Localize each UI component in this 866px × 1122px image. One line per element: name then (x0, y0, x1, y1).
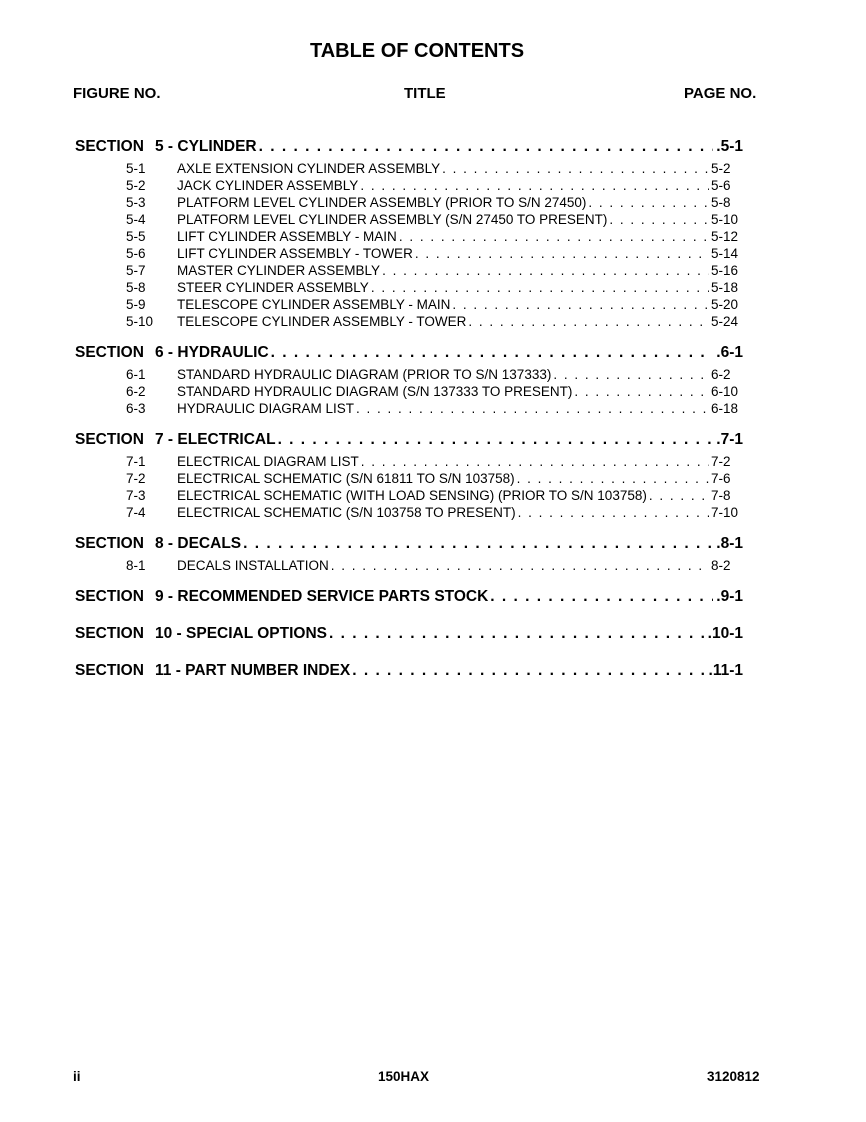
toc-item[interactable] (75, 383, 743, 400)
toc-item[interactable] (75, 296, 743, 313)
figure-number: 7-1 (126, 454, 146, 469)
item-page: 5-20 (711, 297, 739, 312)
item-title: JACK CYLINDER ASSEMBLY (177, 178, 359, 193)
section-items (75, 557, 743, 574)
section-title: 5 - CYLINDER (155, 138, 257, 155)
section-items (75, 160, 743, 330)
dot-leader (278, 430, 714, 450)
item-page: 5-8 (711, 195, 731, 210)
toc-item[interactable] (75, 487, 743, 504)
item-page: 8-2 (711, 558, 731, 573)
dot-leader (329, 624, 705, 644)
figure-number: 5-1 (126, 161, 146, 176)
toc-item[interactable] (75, 400, 743, 417)
dot-leader (490, 587, 713, 607)
item-title: ELECTRICAL SCHEMATIC (S/N 61811 TO S/N 103758) (177, 471, 515, 486)
figure-no-header: FIGURE NO. (73, 85, 161, 102)
item-page: 6-2 (711, 367, 731, 382)
dot-leader (259, 137, 714, 157)
section-entry[interactable] (75, 534, 743, 554)
section-title: 7 - ELECTRICAL (155, 431, 276, 448)
dot-leader (331, 557, 709, 574)
figure-number: 7-3 (126, 488, 146, 503)
page-no-header: PAGE NO. (684, 85, 757, 102)
figure-number: 6-1 (126, 367, 146, 382)
figure-number: 7-2 (126, 471, 146, 486)
dot-leader (553, 366, 709, 383)
toc-item[interactable] (75, 245, 743, 262)
section-entry[interactable] (75, 343, 743, 363)
toc-item[interactable] (75, 366, 743, 383)
item-title: STEER CYLINDER ASSEMBLY (177, 280, 369, 295)
section-group (75, 137, 743, 330)
section-items (75, 366, 743, 417)
toc-item[interactable] (75, 194, 743, 211)
dot-leader (588, 194, 709, 211)
item-page: 5-18 (711, 280, 739, 295)
dot-leader (352, 661, 705, 681)
toc-item[interactable] (75, 177, 743, 194)
item-title: MASTER CYLINDER ASSEMBLY (177, 263, 381, 278)
item-title: LIFT CYLINDER ASSEMBLY - TOWER (177, 246, 413, 261)
item-title: TELESCOPE CYLINDER ASSEMBLY - MAIN (177, 297, 451, 312)
toc-item[interactable] (75, 504, 743, 521)
item-page: 5-10 (711, 212, 739, 227)
section-title: 9 - RECOMMENDED SERVICE PARTS STOCK (155, 588, 489, 605)
dot-leader (518, 504, 709, 521)
item-title: AXLE EXTENSION CYLINDER ASSEMBLY (177, 161, 441, 176)
section-page: .6-1 (716, 344, 743, 361)
figure-number: 5-6 (126, 246, 146, 261)
dot-leader (399, 228, 709, 245)
section-label: SECTION (75, 625, 144, 642)
section-page: .5-1 (716, 138, 743, 155)
section-label: SECTION (75, 588, 144, 605)
figure-number: 6-3 (126, 401, 146, 416)
figure-number: 6-2 (126, 384, 146, 399)
section-page: .10-1 (707, 625, 743, 642)
item-title: ELECTRICAL SCHEMATIC (S/N 103758 TO PRESENT) (177, 505, 516, 520)
footer-model: 150HAX (378, 1069, 430, 1084)
item-page: 5-24 (711, 314, 739, 329)
figure-number: 5-4 (126, 212, 146, 227)
figure-number: 5-3 (126, 195, 146, 210)
section-group (75, 661, 743, 681)
toc-item[interactable] (75, 470, 743, 487)
section-label: SECTION (75, 138, 144, 155)
item-title: ELECTRICAL DIAGRAM LIST (177, 454, 359, 469)
section-group (75, 624, 743, 644)
section-entry[interactable] (75, 430, 743, 450)
toc-item[interactable] (75, 211, 743, 228)
toc-item[interactable] (75, 557, 743, 574)
toc-item[interactable] (75, 160, 743, 177)
table-of-contents (75, 137, 743, 698)
toc-item[interactable] (75, 262, 743, 279)
section-label: SECTION (75, 431, 144, 448)
section-entry[interactable] (75, 137, 743, 157)
item-title: STANDARD HYDRAULIC DIAGRAM (PRIOR TO S/N 137333) (177, 367, 552, 382)
figure-number: 5-8 (126, 280, 146, 295)
section-group (75, 534, 743, 574)
item-title: LIFT CYLINDER ASSEMBLY - MAIN (177, 229, 397, 244)
item-page: 7-6 (711, 471, 731, 486)
page-title: TABLE OF CONTENTS (309, 40, 525, 62)
dot-leader (609, 211, 709, 228)
toc-item[interactable] (75, 279, 743, 296)
section-group (75, 587, 743, 607)
title-header: TITLE (404, 85, 446, 102)
item-page: 6-10 (711, 384, 739, 399)
section-entry[interactable] (75, 624, 743, 644)
figure-number: 7-4 (126, 505, 146, 520)
dot-leader (356, 400, 709, 417)
item-title: STANDARD HYDRAULIC DIAGRAM (S/N 137333 TO PRESENT) (177, 384, 573, 399)
figure-number: 5-9 (126, 297, 146, 312)
item-title: ELECTRICAL SCHEMATIC (WITH LOAD SENSING) (PRIOR TO S/N 103758) (177, 488, 647, 503)
section-title: 11 - PART NUMBER INDEX (155, 662, 351, 679)
toc-item[interactable] (75, 228, 743, 245)
section-title: 8 - DECALS (155, 535, 242, 552)
section-entry[interactable] (75, 587, 743, 607)
dot-leader (360, 177, 709, 194)
dot-leader (442, 160, 709, 177)
dot-leader (649, 487, 709, 504)
dot-leader (517, 470, 709, 487)
section-page: .7-1 (716, 431, 743, 448)
footer-page-number: ii (73, 1069, 81, 1084)
section-entry[interactable] (75, 661, 743, 681)
item-page: 6-18 (711, 401, 739, 416)
dot-leader (415, 245, 709, 262)
toc-item[interactable] (75, 313, 743, 330)
figure-number: 5-5 (126, 229, 146, 244)
dot-leader (371, 279, 709, 296)
section-label: SECTION (75, 344, 144, 361)
footer-document-number: 3120812 (707, 1069, 760, 1084)
item-page: 7-2 (711, 454, 731, 469)
section-page: .11-1 (708, 662, 743, 679)
item-page: 5-14 (711, 246, 739, 261)
section-label: SECTION (75, 535, 144, 552)
section-group (75, 430, 743, 521)
item-title: PLATFORM LEVEL CYLINDER ASSEMBLY (S/N 27450 TO PRESENT) (177, 212, 608, 227)
section-page: .8-1 (716, 535, 743, 552)
figure-number: 5-7 (126, 263, 146, 278)
dot-leader (574, 383, 709, 400)
dot-leader (468, 313, 709, 330)
item-title: PLATFORM LEVEL CYLINDER ASSEMBLY (PRIOR TO S/N 27450) (177, 195, 587, 210)
section-label: SECTION (75, 662, 144, 679)
figure-number: 5-10 (126, 314, 154, 329)
dot-leader (452, 296, 709, 313)
section-items (75, 453, 743, 521)
figure-number: 8-1 (126, 558, 146, 573)
figure-number: 5-2 (126, 178, 146, 193)
item-title: TELESCOPE CYLINDER ASSEMBLY - TOWER (177, 314, 467, 329)
toc-item[interactable] (75, 453, 743, 470)
section-title: 10 - SPECIAL OPTIONS (155, 625, 327, 642)
dot-leader (271, 343, 714, 363)
item-page: 7-10 (711, 505, 739, 520)
dot-leader (382, 262, 709, 279)
item-page: 5-6 (711, 178, 731, 193)
item-title: HYDRAULIC DIAGRAM LIST (177, 401, 355, 416)
item-page: 5-16 (711, 263, 739, 278)
dot-leader (361, 453, 709, 470)
section-group (75, 343, 743, 417)
dot-leader (243, 534, 713, 554)
item-page: 5-2 (711, 161, 731, 176)
item-title: DECALS INSTALLATION (177, 558, 329, 573)
item-page: 5-12 (711, 229, 739, 244)
section-page: .9-1 (716, 588, 743, 605)
item-page: 7-8 (711, 488, 731, 503)
section-title: 6 - HYDRAULIC (155, 344, 269, 361)
